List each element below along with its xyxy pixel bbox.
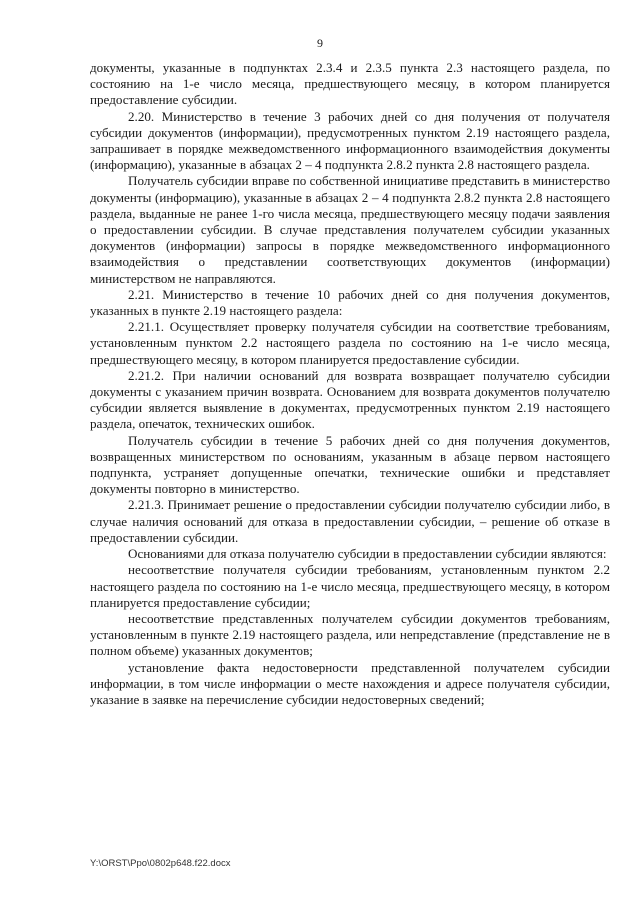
file-path-footer: Y:\ORST\Ppo\0802p648.f22.docx: [90, 858, 231, 869]
paragraph: Получатель субсидии в течение 5 рабочих дней со дня получения документов, возвращенных министерством по основаниям, указанным в абзаце первом настоящего подпункта, устраняет допущенные опечатки, технические ошибки и представляет документы повторно в министерство.: [90, 432, 610, 497]
paragraph: 2.21.1. Осуществляет проверку получателя субсидии на соответствие требованиям, установленным пунктом 2.2 настоящего раздела по состоянию на 1-е число месяца, предшествующего месяцу, в котором планируется предоставление субсидии.: [90, 319, 610, 367]
paragraph: 2.21.2. При наличии оснований для возврата возвращает получателю субсидии документы с указанием причин возврата. Основанием для возврата документов получателю субсидии является выявление в документах, предусмотренных пунктом 2.19 настоящего раздела, опечаток, технических ошибок.: [90, 367, 610, 432]
paragraph: несоответствие получателя субсидии требованиям, установленным пунктом 2.2 настоящего раздела по состоянию на 1-е число месяца, предшествующего месяцу, в котором планируется предоставление субсидии;: [90, 562, 610, 610]
paragraph: Основаниями для отказа получателю субсидии в предоставлении субсидии являются:: [128, 546, 607, 562]
document-body: [90, 60, 610, 708]
paragraph: 2.21. Министерство в течение 10 рабочих дней со дня получения документов, указанных в пункте 2.19 настоящего раздела:: [90, 286, 610, 319]
paragraph: 2.21.3. Принимает решение о предоставлении субсидии получателю субсидии либо, в случае наличия оснований для отказа в предоставлении субсидии, – решение об отказе в предоставлении субсидии.: [90, 497, 610, 545]
paragraph: документы, указанные в подпунктах 2.3.4 и 2.3.5 пункта 2.3 настоящего раздела, по состоянию на 1-е число месяца, предшествующего месяцу, в котором планируется предоставление субсидии.: [90, 60, 610, 108]
paragraph: 2.20. Министерство в течение 3 рабочих дней со дня получения от получателя субсидии документов (информации), предусмотренных пунктом 2.19 настоящего раздела, запрашивает в порядке межведомственного информационного взаимодействия документы (информацию), указанные в абзацах 2 – 4 подпункта 2.8.2 пункта 2.8 настоящего раздела.: [90, 108, 610, 173]
paragraph: несоответствие представленных получателем субсидии документов требованиям, установленным в пункте 2.19 настоящего раздела, или непредставление (представление не в полном объеме) указанных документов;: [90, 610, 610, 659]
page-number: 9: [317, 36, 323, 50]
paragraph: Получатель субсидии вправе по собственной инициативе представить в министерство документы (информацию), указанные в абзацах 2 – 4 подпункта 2.8.2 пункта 2.8 настоящего раздела, выданные не ранее 1-го числа месяца, предшествующего месяцу подачи заявления о предоставлении субсидии. В случае представления получателем субсидии указанных документов (информации) запросы в порядке межведомственного информационного взаимодействия о представлении соответствующих документов (информации) министерством не направляются.: [90, 173, 610, 286]
paragraph: установление факта недостоверности представленной получателем субсидии информации, в том числе информации о месте нахождения и адресе получателя субсидии, указание в заявке на перечисление субсидии недостоверных сведений;: [90, 659, 610, 707]
